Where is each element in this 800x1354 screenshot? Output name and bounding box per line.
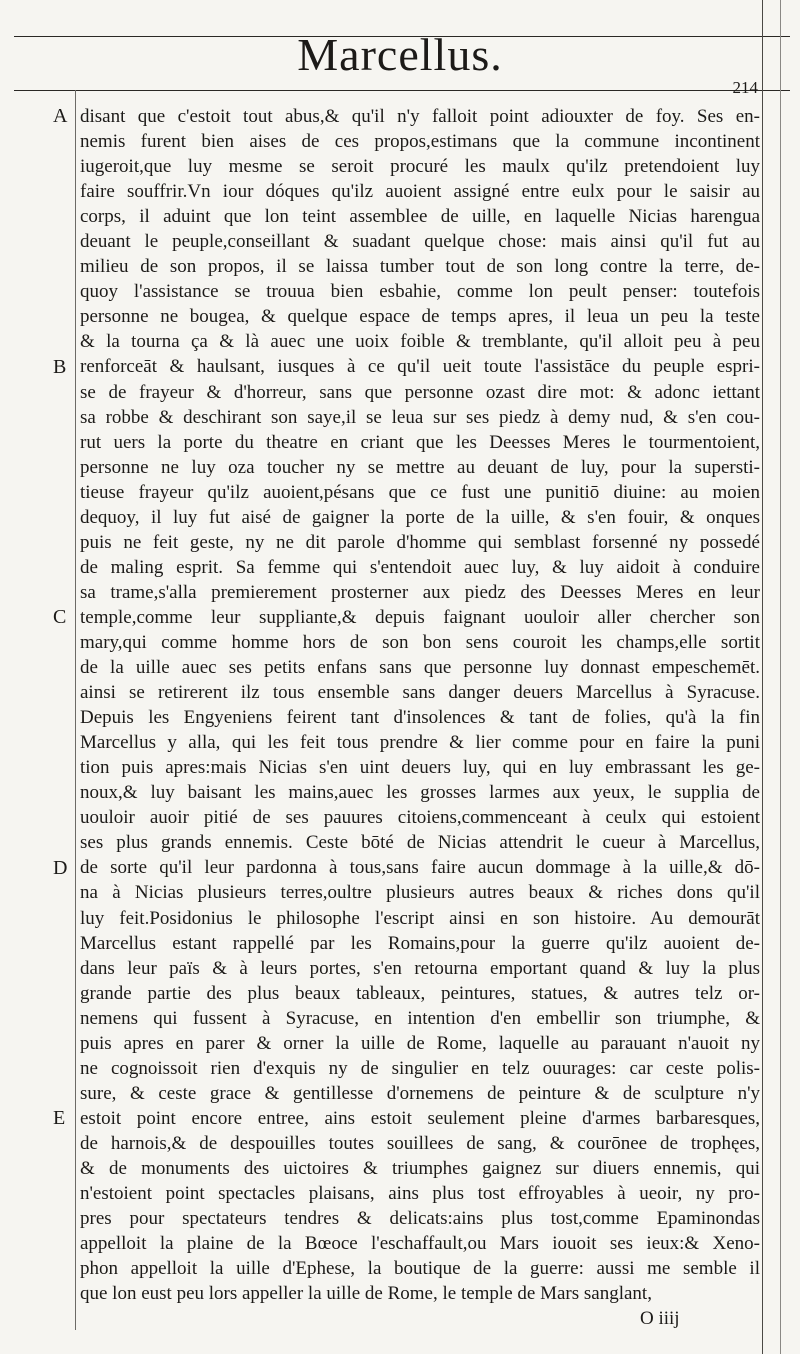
text-line: dequoy, il luy fut aisé de gaigner la porte de la uille, & s'en fouir, & onques [80,506,760,528]
text-line: puis ne feit geste, ny ne dit parole d'homme qui semblast forsenné ny possedé [80,531,760,553]
text-line: corps, il aduint que lon teint assemblee de uille, en laquelle Nicias harengua [80,206,760,228]
text-line: Marcellus y alla, qui les feit tous prendre & lier comme pour en faire la puni [80,732,760,754]
margin-marker-b: B [53,355,67,378]
margin-marker-a: A [53,105,68,127]
body-text [80,104,760,1306]
text-line: luy feit.Posidonius le philosophe l'escript ainsi en son histoire. Au demourāt [80,907,760,929]
running-title: Marcellus. [297,29,503,80]
text-line: sa robbe & deschirant son saye,il se leua sur ses piedz à demy nud, & s'en cou- [80,406,760,428]
text-line: quoy l'assistance se trouua bien esbahie, comme lon peult penser: toutefois [80,281,760,303]
text-line: phon appelloit la uille d'Ephese, la boutique de la guerre: aussi me semble il [80,1258,760,1280]
text-line: temple,comme leur suppliante,& depuis faignant uouloir aller chercher son [80,606,760,628]
text-line: que lon eust peu lors appeller la uille de Rome, le temple de Mars sanglant, [80,1283,652,1305]
text-line: mary,qui comme homme hors de son bon sens couroit les champs,elle sortit [80,631,760,653]
text-line: tieuse frayeur qu'ilz auoient,pésans que ce fust une punitiō diuine: au moien [80,481,760,503]
text-line: appelloit la plaine de la Bœoce l'eschaffault,ou Mars iouoit ses ieux:& Xeno- [80,1233,760,1255]
text-line: iugeroit,que luy mesme se seroit procuré les maulx qu'ilz pretendoient luy [80,156,760,178]
text-line: personne ne luy oza toucher ny se mettre au deuant de luy, pour la supersti- [80,456,760,478]
text-line: Marcellus estant rappellé par les Romains,pour la guerre qu'ilz auoient de- [80,932,760,954]
text-line: rut uers la porte du theatre en criant que les Deesses Meres le tourmentoient, [80,431,760,453]
text-line: de sorte qu'il leur pardonna à tous,sans faire aucun dommage à la uille,& dō- [80,857,760,879]
text-line: pres pour spectateurs tendres & delicats:ains plus tost,comme Epaminondas [80,1208,760,1230]
text-line: grande partie des plus beaux tableaux, peintures, statues, & autres telz or- [80,982,760,1004]
text-line: & de monuments des uictoires & triumphes gaignez sur diuers ennemis, qui [80,1157,760,1179]
text-line: ne cognoissoit rien d'exquis ny de singulier en telz ouurages: car ceste polis- [80,1057,760,1079]
text-line: milieu de son propos, il se laissa tumber tout de son long contre la terre, de- [80,256,760,278]
right-margin-rule [762,0,763,1354]
signature-mark: O iiij [640,1308,680,1329]
margin-marker-d: D [53,856,68,879]
text-line: puis apres en parer & orner la uille de Rome, laquelle au parauant n'auoit ny [80,1032,760,1054]
text-line: de maling esprit. Sa femme qui s'entendoit auec luy, & luy aidoit à conduire [80,556,760,578]
page-edge-rule [780,0,781,1354]
text-line: uouloir auoir pitié de ses pauures citoiens,commenceant à ceulx qui estoient [80,807,760,829]
text-line: ses plus grands ennemis. Ceste bōté de Nicias attendrit le cueur à Marcellus, [80,832,760,854]
text-line: estoit point encore entree, ains estoit seulement pleine d'armes barbaresques, [80,1107,760,1129]
text-line: dans leur païs & à leurs portes, s'en retourna emportant quand & luy la plus [80,957,760,979]
header-rule [14,90,790,91]
margin-marker-c: C [53,606,67,628]
text-line: nemens qui fussent à Syracuse, en intention d'en embellir son triumphe, & [80,1007,760,1029]
text-line: deuant le peuple,conseillant & suadant quelque chose: mais ainsi qu'il fut au [80,231,760,253]
text-line: Depuis les Engyeniens feirent tant d'insolences & tant de folies, qu'à la fin [80,707,760,729]
text-line: faire souffrir.Vn iour dóques qu'ilz auoient assigné entre eulx pour le saisir au [80,181,760,203]
folio-number: 214 [732,78,758,97]
text-line: ainsi se retirerent ilz tous ensemble sans danger deuers Marcellus à Syracuse. [80,682,760,704]
text-line: & la tourna ça & là auec une uoix foible & tremblante, qu'il alloit peu à peu [80,331,760,353]
text-line: personne ne bougea, & quelque espace de temps apres, il leua un peu la teste [80,306,760,328]
text-line: sure, & ceste grace & gentillesse d'ornemens de peinture & de sculpture n'y [80,1082,760,1104]
text-line: n'estoient point spectacles plaisans, ains plus tost effroyables à ueoir, ny pro- [80,1183,760,1205]
text-line: renforceāt & haulsant, iusques à ce qu'il ueit toute l'assistāce du peuple espri- [80,356,760,378]
text-line: se de frayeur & d'horreur, sans que personne ozast dire mot: & adonc iettant [80,381,760,403]
text-line: na à Nicias plusieurs terres,oultre plusieurs autres beaux & riches dons qu'il [80,882,760,904]
text-line: de harnois,& de despouilles toutes souillees de sang, & courōnee de trophęes, [80,1132,760,1154]
left-margin-rule [75,90,76,1330]
text-line: tion puis apres:mais Nicias s'en uint deuers luy, qui en luy embrassant les ge- [80,757,760,779]
text-line: noux,& luy baisant les mains,auec les grosses larmes aux yeux, le supplia de [80,782,760,804]
text-line: de la uille auec ses petits enfans sans que personne luy donnast empeschemēt. [80,657,760,679]
text-line: disant que c'estoit tout abus,& qu'il n'y falloit point adiouxter de foy. Ses en- [80,106,760,127]
margin-marker-e: E [53,1107,66,1129]
text-line: sa trame,s'alla premierement prosterner aux piedz des Deesses Meres en leur [80,581,760,603]
text-line: nemis furent bien aises de ces propos,estimans que la commune incontinent [80,131,760,153]
